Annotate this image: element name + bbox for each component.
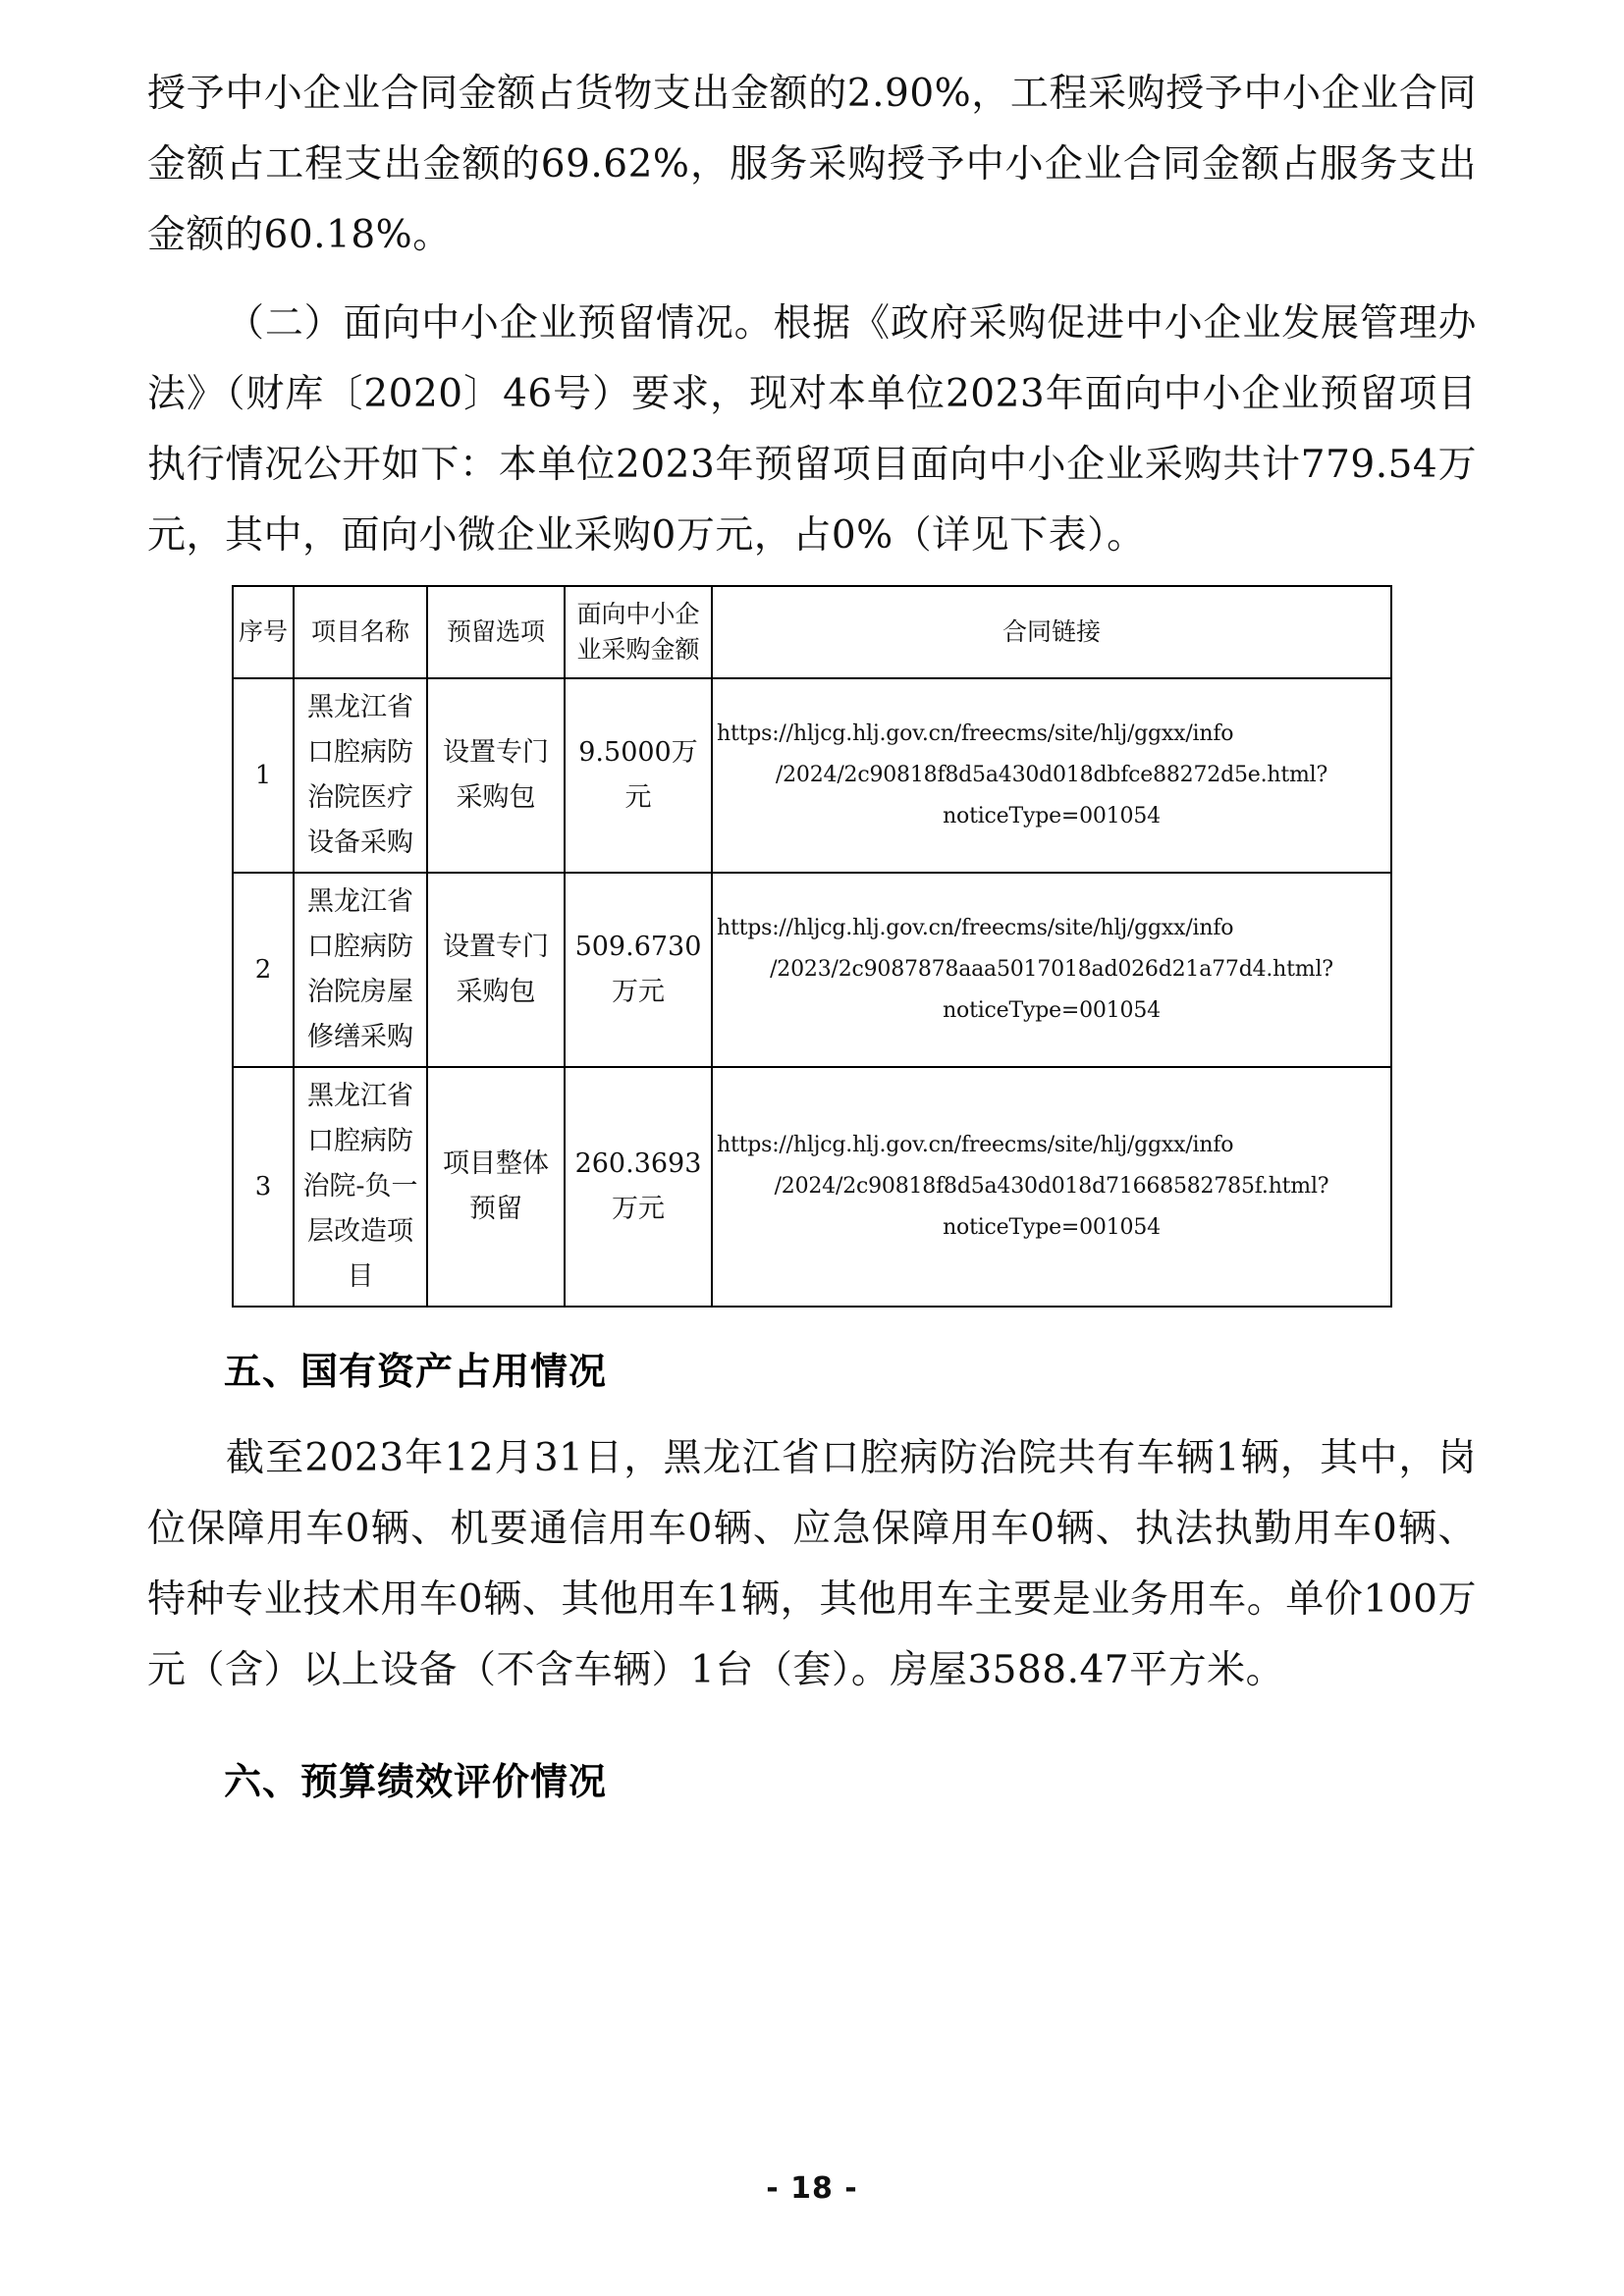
contract-link-line-2: /2023/2c9087878aaa5017018ad026d21a77d4.html? — [770, 957, 1333, 982]
contract-link-line-3: noticeType=001054 — [943, 804, 1161, 828]
heading-section-five: 五、国有资产占用情况 — [224, 1350, 608, 1393]
paragraph-state-assets: 截至2023年12月31日，黑龙江省口腔病防治院共有车辆1辆，其中，岗位保障用车0辆、机要通信用车0辆、应急保障用车0辆、执法执勤用车0辆、特种专业技术用车0辆、其他用车1辆，其他用车主要是业务用车。单价100万元（含）以上设备（不含车辆）1台（套）。房屋3588.47平方米。 — [147, 1436, 1477, 1692]
column-header-amount: 面向中小企业采购金额 — [565, 586, 712, 678]
reserve-table-container — [232, 585, 1477, 1308]
paragraph-sme-reserve-intro: （二）面向中小企业预留情况。根据《政府采购促进中小企业发展管理办法》（财库〔2020〕46号）要求，现对本单位2023年面向中小企业预留项目执行情况公开如下：本单位2023年预留项目面向中小企业采购共计779.54万元，其中，面向小微企业采购0万元，占0%（详见下表）。 — [147, 301, 1477, 558]
cell-amount: 9.5000万元 — [565, 678, 712, 873]
cell-project-name: 黑龙江省口腔病防治院医疗设备采购 — [294, 678, 427, 873]
cell-reserve-option: 设置专门采购包 — [427, 873, 565, 1067]
spacer — [147, 271, 1477, 289]
heading-section-six: 六、预算绩效评价情况 — [224, 1760, 608, 1803]
cell-project-name: 黑龙江省口腔病防治院-负一层改造项目 — [294, 1067, 427, 1307]
cell-contract-link[interactable] — [712, 678, 1391, 873]
contract-link-line-1: https://hljcg.hlj.gov.cn/freecms/site/hlj/ggxx/info — [717, 916, 1234, 940]
spacer — [147, 1308, 1477, 1337]
cell-amount: 509.6730万元 — [565, 873, 712, 1067]
table-header-row — [233, 586, 1391, 678]
cell-contract-link[interactable] — [712, 873, 1391, 1067]
reserve-table — [232, 585, 1392, 1308]
page-number: - 18 - — [766, 2171, 858, 2206]
paragraph-sme-contract-ratio: 授予中小企业合同金额占货物支出金额的2.90%，工程采购授予中小企业合同金额占工程支出金额的69.62%，服务采购授予中小企业合同金额占服务支出金额的60.18%。 — [147, 72, 1477, 257]
cell-reserve-option: 设置专门采购包 — [427, 678, 565, 873]
cell-project-name: 黑龙江省口腔病防治院房屋修缮采购 — [294, 873, 427, 1067]
spacer — [147, 1706, 1477, 1747]
cell-amount: 260.3693万元 — [565, 1067, 712, 1307]
table-row — [233, 873, 1391, 1067]
contract-link-line-3: noticeType=001054 — [943, 998, 1161, 1023]
contract-link-line-2: /2024/2c90818f8d5a430d018dbfce88272d5e.html? — [775, 763, 1328, 787]
column-header-project-name: 项目名称 — [294, 586, 427, 678]
contract-link-line-3: noticeType=001054 — [943, 1215, 1161, 1240]
contract-link-line-1: https://hljcg.hlj.gov.cn/freecms/site/hlj/ggxx/info — [717, 1133, 1234, 1157]
contract-link-line-2: /2024/2c90818f8d5a430d018d71668582785f.html? — [774, 1174, 1329, 1199]
cell-reserve-option: 项目整体预留 — [427, 1067, 565, 1307]
cell-index: 1 — [233, 678, 294, 873]
column-header-index: 序号 — [233, 586, 294, 678]
table-row — [233, 1067, 1391, 1307]
spacer — [147, 1406, 1477, 1423]
cell-index: 3 — [233, 1067, 294, 1307]
table-row — [233, 678, 1391, 873]
cell-index: 2 — [233, 873, 294, 1067]
column-header-contract-link: 合同链接 — [712, 586, 1391, 678]
cell-contract-link[interactable] — [712, 1067, 1391, 1307]
contract-link-line-1: https://hljcg.hlj.gov.cn/freecms/site/hlj/ggxx/info — [717, 721, 1234, 746]
column-header-reserve-option: 预留选项 — [427, 586, 565, 678]
